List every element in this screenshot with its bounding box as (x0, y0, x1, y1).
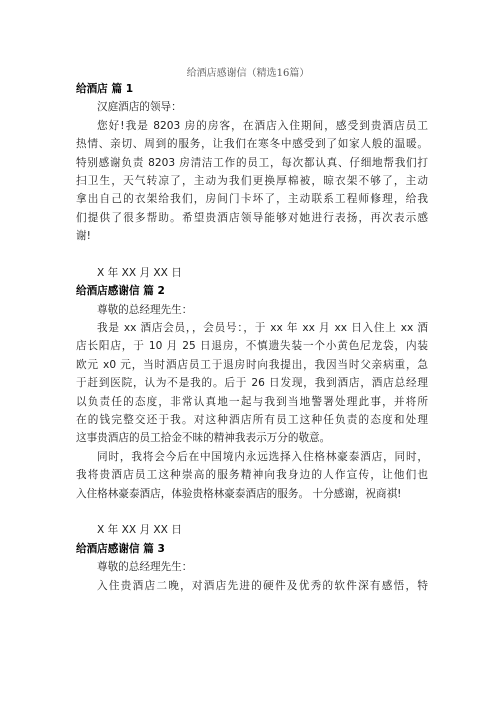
paragraph-line: 店长阳店，于 10 月 25 日退房，不慎遗失装一个小黄色尼龙袋，内装 (76, 340, 428, 353)
paragraph-line: 我将贵酒店员工这种崇高的服务精神向我身边的人作宣传，让他们也 (76, 469, 428, 482)
paragraph-line: 们提供了很多帮助。希望贵酒店领导能够对她进行表扬，再次表示感 (76, 211, 428, 224)
section-heading: 给酒店感谢信 篇 2 (76, 285, 165, 298)
document-body (76, 80, 428, 595)
document-title: 给酒店感谢信（精选16篇） (186, 68, 310, 79)
letter-date: X 年 XX 月 XX 日 (97, 524, 182, 537)
paragraph-line: 同时，我将会今后在中国境内永远选择入住格林豪泰酒店，同时， (97, 450, 428, 463)
letter-greeting: 尊敬的总经理先生： (97, 303, 193, 316)
paragraph-line: 这事贵酒店的员工拾金不昧的精神我表示万分的敬意。 (76, 432, 331, 445)
section-heading: 给酒店 篇 1 (76, 83, 134, 95)
section-heading: 给酒店感谢信 篇 3 (76, 542, 165, 555)
blank-line (76, 503, 428, 521)
paragraph-line: 欧元 x0 元，当时酒店员工于退房时向我提出，我因当时父亲病重，急 (76, 358, 428, 371)
letter-greeting: 尊敬的总经理先生： (97, 561, 193, 574)
paragraph-line: 谢! (76, 230, 91, 243)
paragraph-line: 特别感谢负责 8203 房清洁工作的员工，每次都认真、仔细地帮我们打 (76, 156, 428, 169)
paragraph-line: 于赶到医院，认为不是我的。后于 26 日发现，我到酒店，酒店总经理 (76, 377, 428, 390)
paragraph-line: 您好!我是 8203 房的房客，在酒店入住期间，感受到贵酒店员工 (97, 119, 428, 132)
paragraph-line: 入住贵酒店二晚，对酒店先进的硬件及优秀的软件深有感悟，特 (97, 579, 428, 592)
paragraph-line: 以负责任的态度，非常认真地一起与我到当地警署处理此事，并将所 (76, 395, 428, 408)
paragraph-line: 在的钱完整交还于我。对这种酒店所有员工这种任负责的态度和处理 (76, 414, 428, 427)
paragraph-line: 入住格林豪泰酒店，体验贵格林豪泰酒店的服务。 十分感谢，祝商祺! (76, 487, 402, 500)
paragraph-line: 扫卫生，天气转凉了，主动为我们更换厚棉被，晾衣架不够了，主动 (76, 174, 428, 187)
paragraph-line: 拿出自己的衣架给我们，房间门卡坏了，主动联系工程师修理，给我 (76, 193, 428, 206)
paragraph-line: 我是 xx 酒店会员，，会员号：，于 xx 年 xx 月 xx 日入住上 xx 酒 (97, 322, 428, 335)
letter-date: X 年 XX 月 XX 日 (97, 266, 182, 279)
paragraph-line: 热情、亲切、周到的服务，让我们在寒冬中感受到了如家人般的温暖。 (76, 138, 428, 151)
letter-greeting: 汉庭酒店的领导： (97, 101, 182, 114)
blank-line (76, 246, 428, 264)
